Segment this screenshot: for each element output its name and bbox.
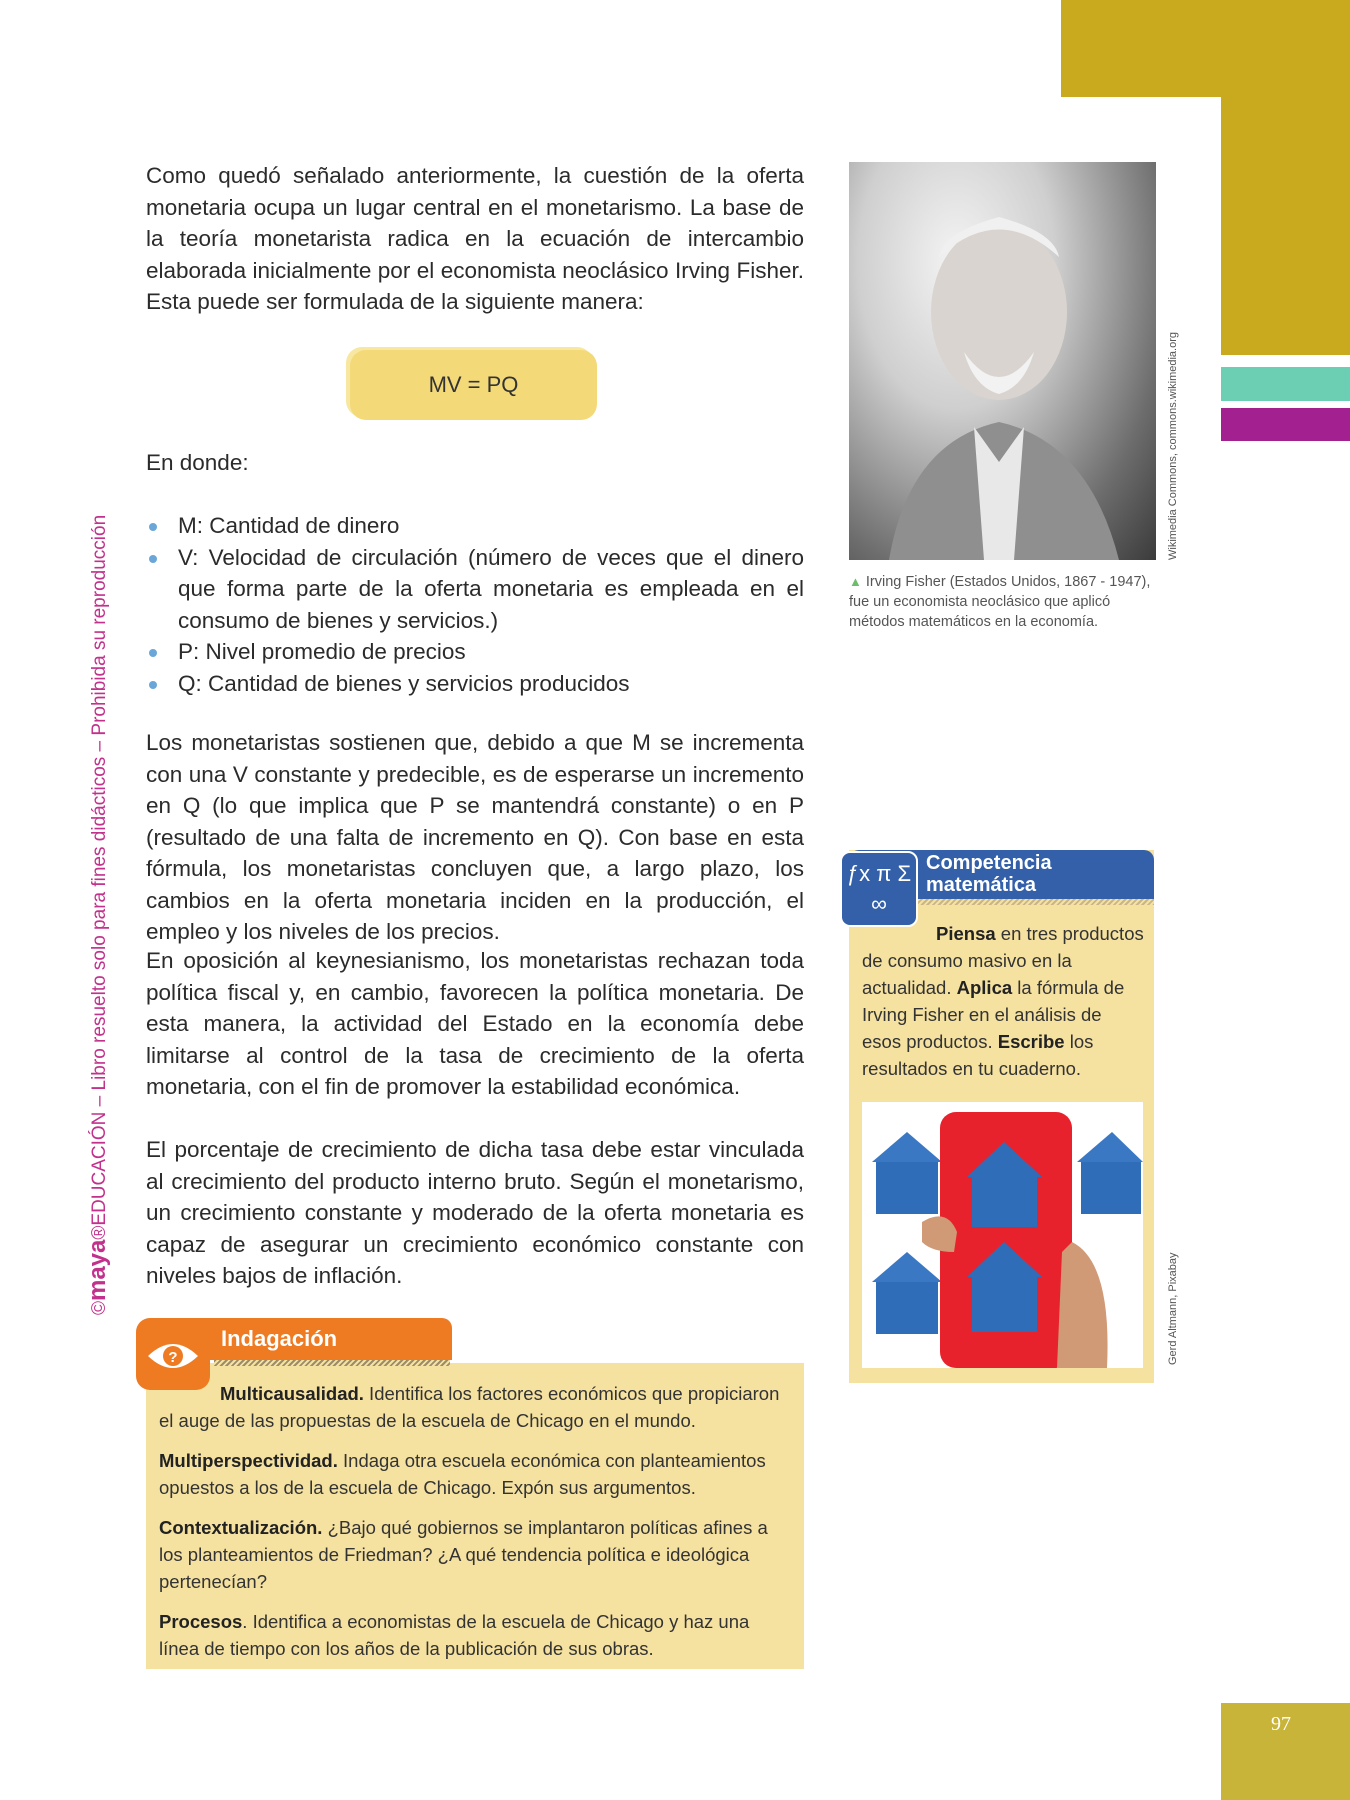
list-item bbox=[159, 1447, 791, 1501]
where-label: En donde: bbox=[146, 450, 249, 475]
item-label: Contextualización. bbox=[159, 1517, 323, 1538]
list-item: M: Cantidad de dinero bbox=[146, 510, 804, 542]
phone-illustration bbox=[862, 1102, 1143, 1368]
list-item: P: Nivel promedio de precios bbox=[146, 636, 804, 668]
caption-text: Irving Fisher (Estados Unidos, 1867 - 1947), fue un economista neoclásico que aplicó métodos matemáticos en la economía. bbox=[849, 574, 1151, 630]
portrait-illustration bbox=[849, 162, 1156, 560]
competencia-text-1: en tres productos de consumo masivo en la actualidad. bbox=[862, 923, 1144, 998]
decorative-teal-stripe bbox=[1221, 367, 1350, 401]
paragraph-monetarists: Los monetaristas sostienen que, debido a que M se incrementa con una V constante y predecible, es de esperarse un incremento en Q (lo que implica que P se mantendrá constante) o en P (resultado de una falta de incremento en Q). Con base en esta fórmula, los monetaristas concluyen que, a largo plazo, los cambios en la oferta monetaria inciden en la producción, el empleo y los niveles de los precios. bbox=[146, 730, 804, 944]
paragraph-intro: Como quedó señalado anteriormente, la cuestión de la oferta monetaria ocupa un lugar central en el monetarismo. La base de la teoría monetarista radica en la ecuación de intercambio elaborada inicialmente por el economista neoclásico Irving Fisher. Esta puede ser formulada de la siguiente manera: bbox=[146, 163, 804, 314]
list-item bbox=[159, 1514, 791, 1595]
registered-mark: ® bbox=[89, 1225, 110, 1240]
page-number: 97 bbox=[1271, 1713, 1291, 1735]
competencia-text bbox=[862, 920, 1144, 1082]
caption-triangle-icon: ▲ bbox=[849, 574, 862, 589]
copyright-text: EDUCACIÓN – Libro resuelto solo para fines didácticos – Prohibida su reproducción bbox=[89, 514, 110, 1226]
indagacion-title: Indagación bbox=[221, 1326, 338, 1351]
formula-text: MV = PQ bbox=[428, 372, 519, 397]
svg-text:?: ? bbox=[168, 1349, 178, 1366]
item-label: Multicausalidad. bbox=[220, 1383, 364, 1404]
item-label: Multiperspectividad. bbox=[159, 1450, 338, 1471]
decorative-gold-block-top bbox=[1061, 0, 1350, 97]
portrait-caption bbox=[849, 572, 1158, 632]
portrait-credit: Wikimedia Commons, commons.wikimedia.org bbox=[1167, 331, 1179, 560]
item-text: . Identifica a economistas de la escuela de Chicago y haz una línea de tiempo con los años de la publicación de sus obras. bbox=[159, 1611, 750, 1659]
list-item: V: Velocidad de circulación (número de veces que el dinero que forma parte de la oferta monetaria es empleada en el consumo de bienes y servicios.) bbox=[146, 542, 804, 637]
competencia-title: Competencia matemática bbox=[926, 852, 1052, 896]
competencia-text-3: los resultados en tu cuaderno. bbox=[862, 1031, 1094, 1079]
portrait-photo bbox=[849, 162, 1156, 560]
math-symbols-icon: ƒx π Σ ∞ bbox=[840, 851, 918, 927]
indagacion-header-stripe bbox=[214, 1360, 450, 1366]
item-label: Procesos bbox=[159, 1611, 243, 1632]
brand-logo-text: maya bbox=[84, 1239, 111, 1301]
copyright-notice bbox=[84, 495, 112, 1315]
competencia-header-stripe bbox=[915, 899, 1154, 905]
item-text: Identifica los factores económicos que propiciaron el auge de las propuestas de la escuela de Chicago en el mundo. bbox=[159, 1383, 780, 1431]
list-item: Q: Cantidad de bienes y servicios producidos bbox=[146, 668, 804, 700]
decorative-gold-block-right bbox=[1221, 97, 1350, 355]
competencia-bold-3: Escribe bbox=[997, 1031, 1065, 1052]
paragraph-keynesianism: En oposición al keynesianismo, los monetaristas rechazan toda política fiscal y, en cambio, favorecen la política monetaria. De esta manera, la actividad del Estado en la economía debe limitarse al control de la tasa de crecimiento de la oferta monetaria, con el fin de promover la estabilidad económica. bbox=[146, 948, 804, 1099]
competencia-bold-2: Aplica bbox=[956, 977, 1013, 998]
variables-list bbox=[146, 510, 804, 699]
decorative-magenta-stripe bbox=[1221, 408, 1350, 441]
competencia-text-2: la fórmula de Irving Fisher en el análisis de esos productos. bbox=[862, 977, 1125, 1052]
list-item bbox=[159, 1380, 791, 1434]
list-item bbox=[159, 1608, 791, 1662]
paragraph-growth: El porcentaje de crecimiento de dicha tasa debe estar vinculada al crecimiento del producto interno bruto. Según el monetarismo, un crecimiento constante y moderado de la oferta monetaria es capaz de asegurar un crecimiento económico constante con niveles bajos de inflación. bbox=[146, 1137, 804, 1288]
smart-home-phone-image bbox=[862, 1102, 1143, 1368]
copyright-symbol: © bbox=[89, 1301, 110, 1315]
phone-image-credit: Gerd Altmann, Pixabay bbox=[1167, 1252, 1179, 1365]
item-text: Indaga otra escuela económica con planteamientos opuestos a los de la escuela de Chicago. Expón sus argumentos. bbox=[159, 1450, 766, 1498]
formula-box bbox=[350, 350, 597, 420]
indagacion-items bbox=[159, 1380, 791, 1675]
item-text: ¿Bajo qué gobiernos se implantaron políticas afines a los planteamientos de Friedman? ¿A qué tendencia política e ideológica pertenecían? bbox=[159, 1517, 768, 1592]
competencia-bold-1: Piensa bbox=[936, 923, 996, 944]
